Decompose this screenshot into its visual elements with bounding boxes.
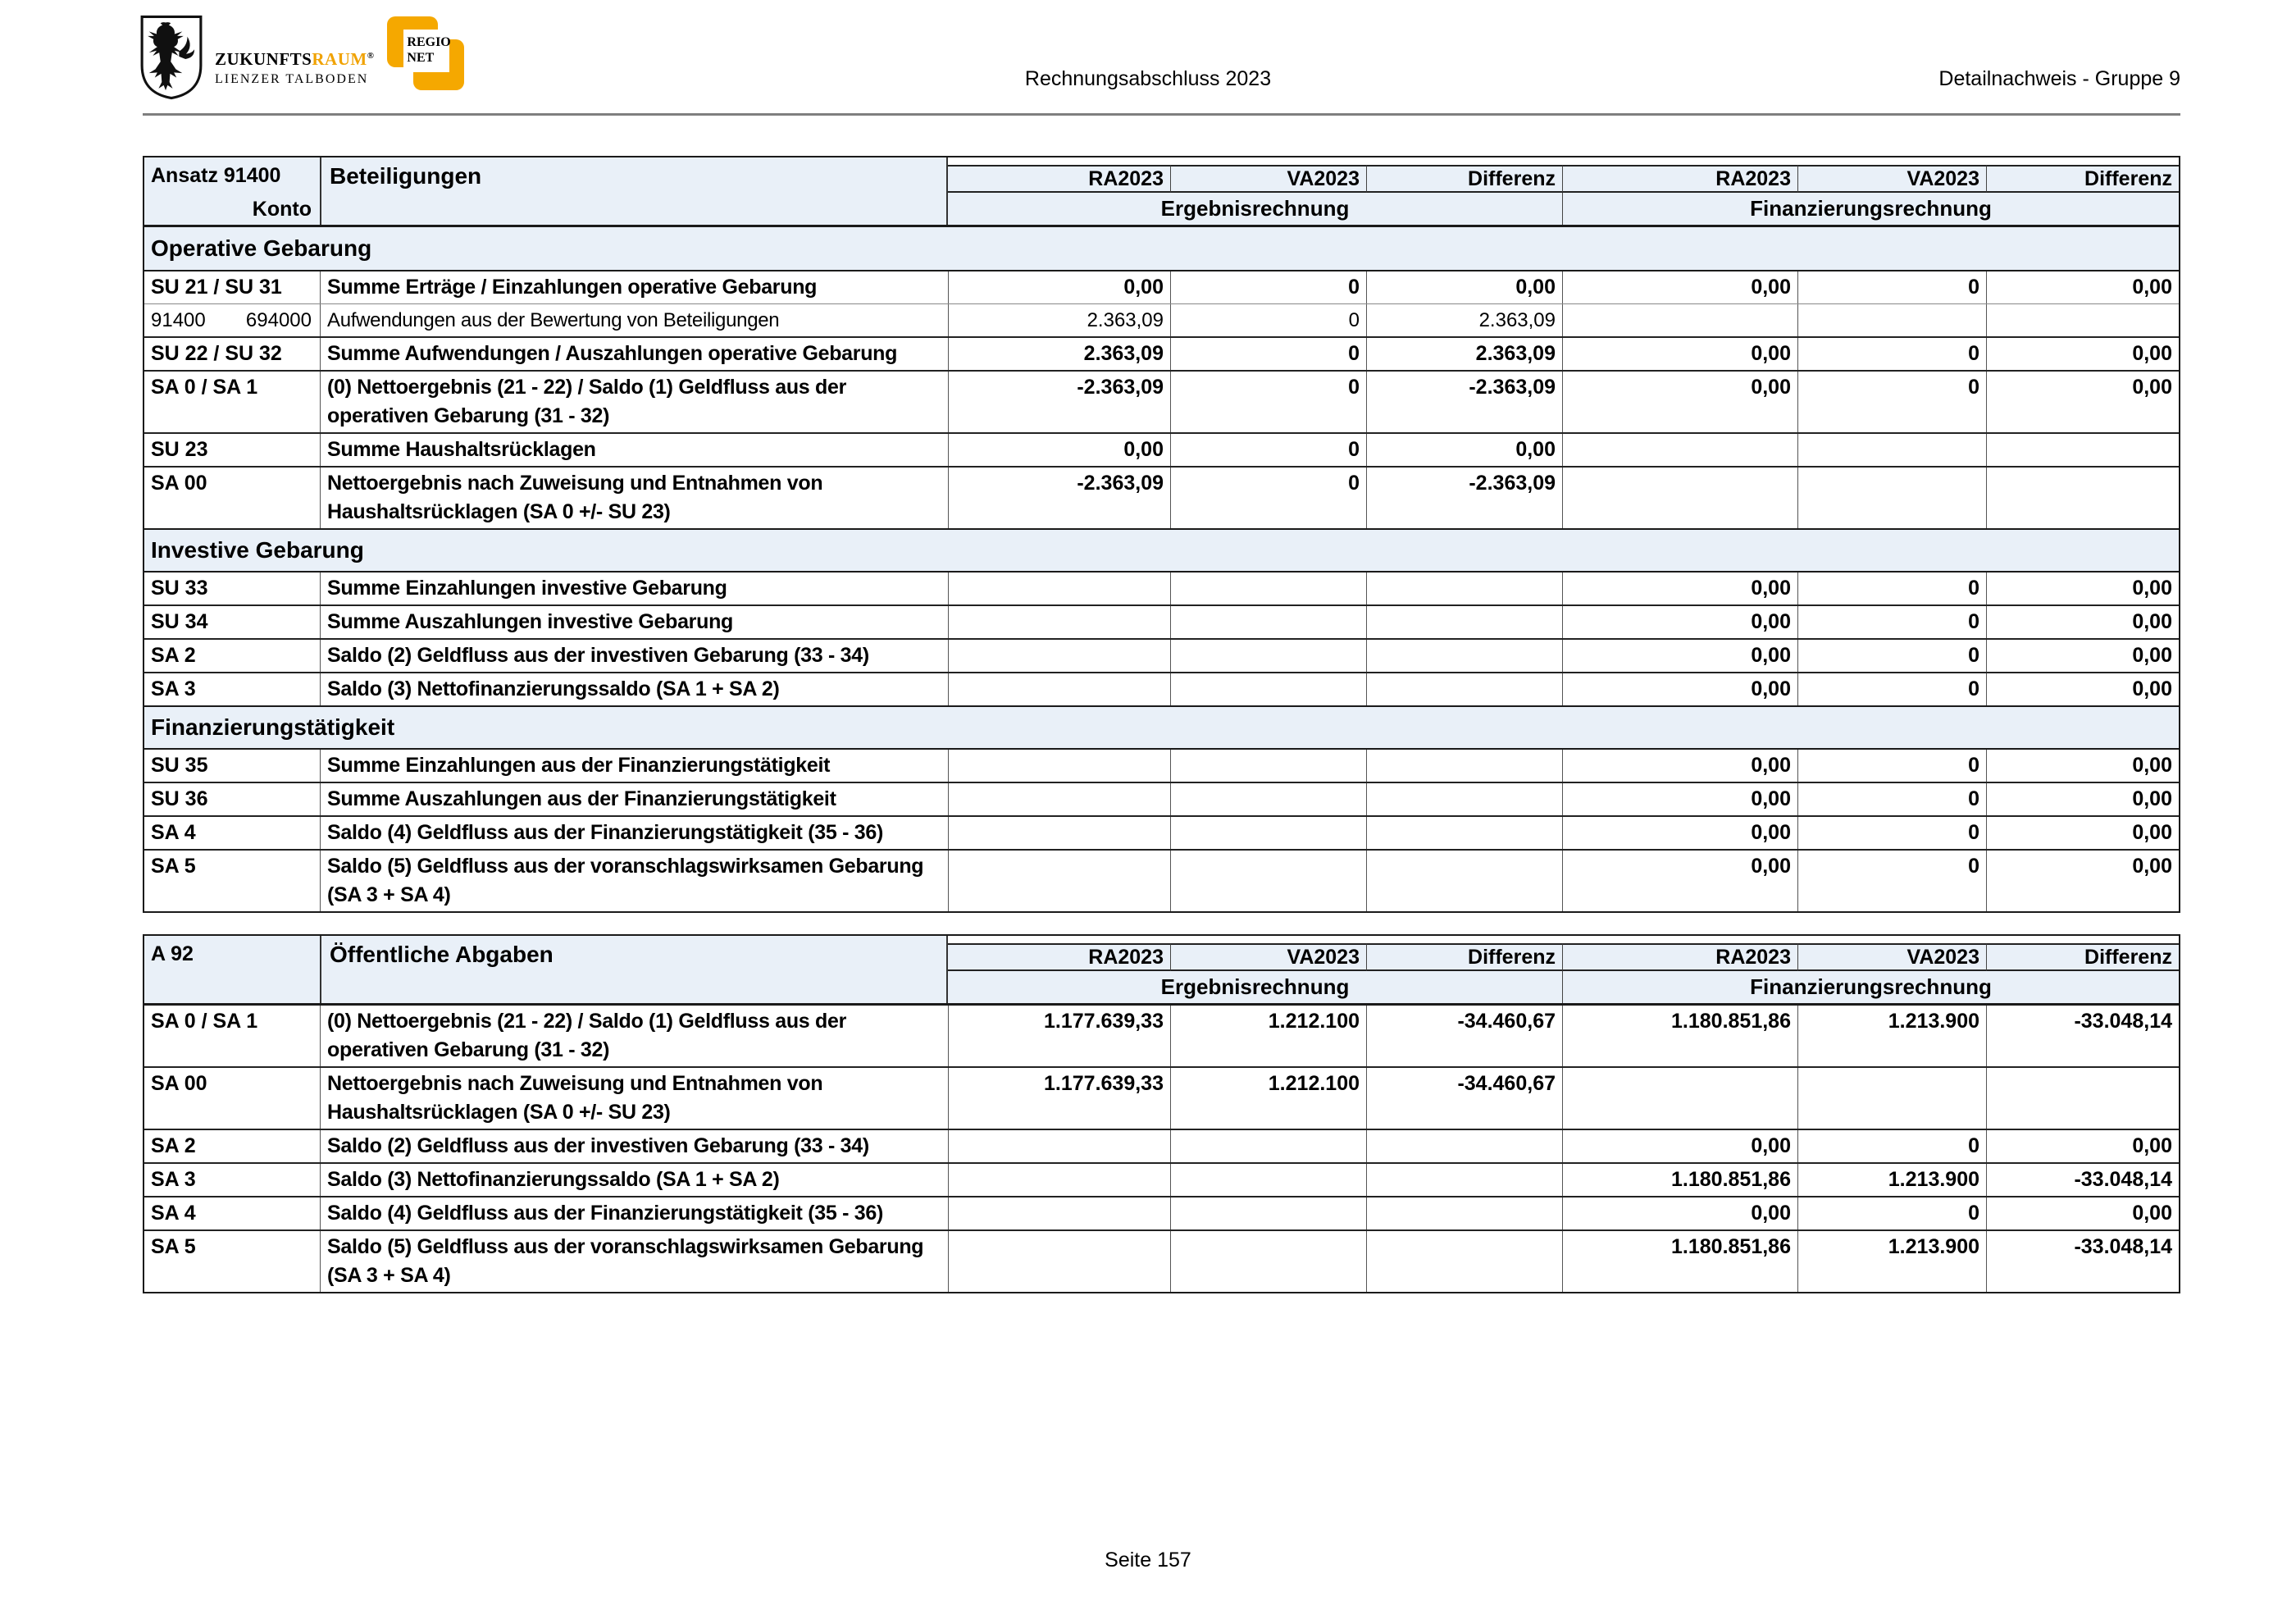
regionet-line1: REGIO [407,35,451,49]
cell-fr-differenz: -33.048,14 [1986,1164,2179,1196]
cell-er-differenz: 2.363,09 [1366,338,1562,370]
data-row [144,336,2179,370]
cell-fr-ra2023: 0,00 [1562,606,1797,638]
cell-fr-ra2023: 0,00 [1562,573,1797,604]
regionet-label [403,30,449,72]
cell-fr-differenz [1986,1068,2179,1129]
cell-fr-va2023 [1797,468,1986,528]
cell-er-differenz: 0,00 [1366,271,1562,303]
data-row [144,271,2179,303]
column-header-label: VA2023 [1797,165,1986,193]
ansatz-label: Ansatz 91400 [151,164,281,187]
cell-er-ra2023 [948,1197,1170,1229]
cell-er-va2023: 0 [1170,338,1366,370]
cell-er-differenz [1366,673,1562,705]
cell-er-va2023 [1170,750,1366,782]
cell-fr-va2023: 0 [1797,817,1986,849]
cell-er-va2023 [1170,606,1366,638]
cell-code: SU 23 [151,438,208,461]
column-header-label: Differenz [1366,165,1562,193]
table-header [144,936,2179,1006]
cell-er-va2023: 0 [1170,434,1366,466]
cell-er-ra2023: -2.363,09 [948,468,1170,528]
cell-fr-differenz [1986,434,2179,466]
column-header-label: Differenz [1366,943,1562,971]
cell-er-va2023 [1170,573,1366,604]
regionet-line2: NET [407,51,435,65]
data-row [144,815,2179,849]
cell-er-differenz [1366,573,1562,604]
page-number: Seite 157 [1105,1549,1191,1572]
cell-fr-ra2023 [1562,304,1797,336]
cell-fr-ra2023: 1.180.851,86 [1562,1231,1797,1292]
cell-er-differenz [1366,1197,1562,1229]
column-header [1562,936,1797,971]
cell-code: SA 0 / SA 1 [151,1010,258,1033]
cell-label: Saldo (2) Geldfluss aus der investiven Gebarung (33 - 34) [320,640,948,672]
cell-code: SA 00 [151,472,207,495]
data-row [144,672,2179,705]
cell-er-va2023: 0 [1170,372,1366,432]
data-row [144,1229,2179,1292]
cell-fr-differenz: 0,00 [1986,573,2179,604]
cell-er-ra2023 [948,573,1170,604]
cell-er-differenz [1366,851,1562,911]
cell-fr-differenz: 0,00 [1986,783,2179,815]
cell-label: Summe Einzahlungen aus der Finanzierungstätigkeit [320,750,948,782]
table-a92 [143,934,2180,1293]
column-header-label: VA2023 [1170,943,1366,971]
cell-er-ra2023: 2.363,09 [948,304,1170,336]
section-rows [144,271,2179,528]
cell-fr-differenz: 0,00 [1986,338,2179,370]
cell-fr-differenz: 0,00 [1986,750,2179,782]
cell-fr-ra2023: 0,00 [1562,271,1797,303]
cell-fr-differenz [1986,468,2179,528]
cell-fr-ra2023: 0,00 [1562,783,1797,815]
cell-label: Nettoergebnis nach Zuweisung und Entnahmen von Haushaltsrücklagen (SA 0 +/- SU 23) [320,1068,948,1129]
cell-fr-differenz: 0,00 [1986,1197,2179,1229]
document-title: Rechnungsabschluss 2023 [1024,67,1272,90]
table-ansatz-91400 [143,156,2180,913]
column-header [948,157,1170,193]
cell-er-va2023 [1170,851,1366,911]
cell-code: SA 4 [151,821,196,844]
cell-fr-differenz: 0,00 [1986,372,2179,432]
cell-label: Summe Auszahlungen aus der Finanzierungstätigkeit [320,783,948,815]
cell-er-differenz: -2.363,09 [1366,372,1562,432]
cell-fr-va2023: 0 [1797,640,1986,672]
group-header-ergebnisrechnung: Ergebnisrechnung [1160,196,1350,221]
cell-fr-ra2023: 0,00 [1562,640,1797,672]
cell-fr-va2023: 0 [1797,783,1986,815]
cell-er-va2023 [1170,1197,1366,1229]
table-title: Öffentliche Abgaben [320,936,948,1003]
cell-label: Saldo (4) Geldfluss aus der Finanzierungstätigkeit (35 - 36) [320,1197,948,1229]
data-row [144,1129,2179,1162]
column-header [1797,936,1986,971]
cell-er-va2023: 0 [1170,271,1366,303]
cell-er-va2023 [1170,817,1366,849]
cell-fr-va2023: 0 [1797,573,1986,604]
cell-fr-va2023: 0 [1797,1197,1986,1229]
cell-fr-va2023: 0 [1797,606,1986,638]
cell-label: (0) Nettoergebnis (21 - 22) / Saldo (1) Geldfluss aus der operativen Gebarung (31 - 32) [320,1006,948,1066]
cell-fr-va2023: 0 [1797,851,1986,911]
data-row [144,638,2179,672]
cell-fr-differenz: 0,00 [1986,606,2179,638]
cell-fr-va2023: 1.213.900 [1797,1231,1986,1292]
ansatz-label: A 92 [151,942,194,965]
column-header-label: Differenz [1986,943,2179,971]
brand-line1-gold: RAUM [312,49,367,69]
data-row [144,849,2179,911]
cell-er-ra2023 [948,606,1170,638]
cell-fr-ra2023: 0,00 [1562,372,1797,432]
cell-er-differenz [1366,1130,1562,1162]
cell-er-differenz: 0,00 [1366,434,1562,466]
cell-label: (0) Nettoergebnis (21 - 22) / Saldo (1) Geldfluss aus der operativen Gebarung (31 - 32) [320,372,948,432]
cell-fr-ra2023: 0,00 [1562,673,1797,705]
cell-fr-differenz: -33.048,14 [1986,1231,2179,1292]
column-header [1170,157,1366,193]
cell-er-ra2023 [948,640,1170,672]
cell-code: SA 3 [151,677,196,700]
cell-code [144,304,320,336]
cell-fr-ra2023: 1.180.851,86 [1562,1006,1797,1066]
cell-label: Saldo (5) Geldfluss aus der voranschlagswirksamen Gebarung (SA 3 + SA 4) [320,1231,948,1292]
cell-code: SA 0 / SA 1 [151,376,258,399]
cell-er-va2023 [1170,1164,1366,1196]
cell-er-ra2023: 2.363,09 [948,338,1170,370]
column-header-label: VA2023 [1170,165,1366,193]
cell-er-va2023: 1.212.100 [1170,1068,1366,1129]
data-row [144,1066,2179,1129]
cell-er-differenz: -2.363,09 [1366,468,1562,528]
cell-er-ra2023: 1.177.639,33 [948,1006,1170,1066]
column-header [1366,157,1562,193]
cell-fr-differenz: 0,00 [1986,271,2179,303]
data-row [144,1006,2179,1066]
cell-fr-va2023: 0 [1797,750,1986,782]
cell-er-ra2023 [948,851,1170,911]
column-header-label: RA2023 [1562,943,1797,971]
column-header [1366,936,1562,971]
column-header-label: Differenz [1986,165,2179,193]
cell-fr-va2023 [1797,434,1986,466]
cell-er-differenz [1366,1231,1562,1292]
cell-er-ra2023: 0,00 [948,434,1170,466]
cell-fr-va2023 [1797,304,1986,336]
cell-er-va2023: 0 [1170,304,1366,336]
cell-label: Summe Einzahlungen investive Gebarung [320,573,948,604]
cell-er-differenz [1366,750,1562,782]
cell-fr-differenz: 0,00 [1986,851,2179,911]
cell-er-va2023 [1170,1231,1366,1292]
data-row [144,750,2179,782]
cell-code: SU 36 [151,787,208,810]
cell-er-va2023 [1170,673,1366,705]
cell-er-ra2023: 1.177.639,33 [948,1068,1170,1129]
group-header-finanzierungsrechnung: Finanzierungsrechnung [1562,193,2179,225]
cell-label: Nettoergebnis nach Zuweisung und Entnahmen von Haushaltsrücklagen (SA 0 +/- SU 23) [320,468,948,528]
cell-label: Summe Auszahlungen investive Gebarung [320,606,948,638]
data-row [144,432,2179,466]
cell-er-differenz: -34.460,67 [1366,1006,1562,1066]
cell-code: SA 00 [151,1072,207,1095]
data-row [144,573,2179,604]
column-header [1797,157,1986,193]
column-header [1986,936,2179,971]
cell-fr-va2023: 0 [1797,673,1986,705]
cell-er-ra2023: 0,00 [948,271,1170,303]
cell-code: SU 22 / SU 32 [151,342,282,365]
cell-fr-ra2023: 1.180.851,86 [1562,1164,1797,1196]
cell-er-differenz [1366,783,1562,815]
cell-fr-va2023: 0 [1797,271,1986,303]
cell-er-differenz [1366,817,1562,849]
cell-code: SA 2 [151,644,196,667]
section-rows [144,750,2179,911]
cell-fr-ra2023: 0,00 [1562,1197,1797,1229]
cell-fr-differenz: 0,00 [1986,640,2179,672]
cell-er-ra2023 [948,817,1170,849]
data-row [144,782,2179,815]
section-heading: Investive Gebarung [144,528,2179,573]
cell-fr-differenz: 0,00 [1986,673,2179,705]
konto-label [144,971,320,1003]
cell-code: SU 34 [151,610,208,633]
document-section: Detailnachweis - Gruppe 9 [1938,67,2180,90]
data-row [144,303,2179,336]
table-title: Beteiligungen [320,157,948,225]
cell-code: SU 33 [151,577,208,600]
cell-label: Summe Erträge / Einzahlungen operative Gebarung [320,271,948,303]
column-header-label: RA2023 [948,943,1170,971]
cell-label: Saldo (4) Geldfluss aus der Finanzierungstätigkeit (35 - 36) [320,817,948,849]
cell-code: SA 4 [151,1202,196,1225]
cell-er-ra2023 [948,1130,1170,1162]
cell-label: Summe Haushaltsrücklagen [320,434,948,466]
cell-fr-ra2023 [1562,468,1797,528]
cell-code: SU 21 / SU 31 [151,276,282,299]
cell-fr-differenz [1986,304,2179,336]
data-row [144,466,2179,528]
cell-fr-differenz: -33.048,14 [1986,1006,2179,1066]
group-header-ergebnisrechnung: Ergebnisrechnung [1160,974,1350,999]
cell-er-ra2023 [948,783,1170,815]
cell-er-differenz [1366,606,1562,638]
cell-code: SA 2 [151,1134,196,1157]
cell-code: SA 5 [151,1235,196,1258]
cell-er-va2023: 0 [1170,468,1366,528]
cell-fr-ra2023: 0,00 [1562,750,1797,782]
cell-fr-va2023: 0 [1797,372,1986,432]
cell-fr-differenz: 0,00 [1986,1130,2179,1162]
brand-line1-black: ZUKUNFTS [215,49,312,69]
data-row [144,604,2179,638]
cell-label: Aufwendungen aus der Bewertung von Beteiligungen [320,304,948,336]
header-rule [143,113,2180,116]
cell-er-va2023 [1170,640,1366,672]
column-header-label: RA2023 [948,165,1170,193]
cell-er-ra2023 [948,673,1170,705]
cell-label: Summe Aufwendungen / Auszahlungen operative Gebarung [320,338,948,370]
cell-er-va2023 [1170,783,1366,815]
data-row [144,1162,2179,1196]
cell-er-ra2023 [948,1164,1170,1196]
data-row [144,370,2179,432]
cell-label: Saldo (5) Geldfluss aus der voranschlagswirksamen Gebarung (SA 3 + SA 4) [320,851,948,911]
cell-fr-ra2023 [1562,1068,1797,1129]
cell-er-differenz [1366,640,1562,672]
cell-code: SA 5 [151,855,196,878]
cell-fr-differenz: 0,00 [1986,817,2179,849]
column-header-label: RA2023 [1562,165,1797,193]
cell-er-differenz: 2.363,09 [1366,304,1562,336]
cell-er-va2023: 1.212.100 [1170,1006,1366,1066]
cell-code: SA 3 [151,1168,196,1191]
section-rows [144,573,2179,705]
cell-fr-va2023: 0 [1797,338,1986,370]
code-konto: 694000 [245,309,312,331]
column-header [1170,936,1366,971]
cell-er-ra2023 [948,1231,1170,1292]
section-heading: Operative Gebarung [144,227,2179,271]
konto-label: Konto [252,198,312,221]
cell-er-ra2023 [948,750,1170,782]
cell-fr-va2023 [1797,1068,1986,1129]
cell-er-va2023 [1170,1130,1366,1162]
cell-label: Saldo (3) Nettofinanzierungssaldo (SA 1 + SA 2) [320,673,948,705]
section-heading: Finanzierungstätigkeit [144,705,2179,750]
report-body [143,156,2180,1315]
cell-fr-ra2023: 0,00 [1562,851,1797,911]
column-header-label: VA2023 [1797,943,1986,971]
cell-code: SU 35 [151,754,208,777]
cell-er-differenz: -34.460,67 [1366,1068,1562,1129]
column-header [948,936,1170,971]
cell-label: Saldo (2) Geldfluss aus der investiven Gebarung (33 - 34) [320,1130,948,1162]
code-ansatz: 91400 [151,309,206,331]
cell-er-ra2023: -2.363,09 [948,372,1170,432]
cell-fr-va2023: 1.213.900 [1797,1006,1986,1066]
group-header-finanzierungsrechnung: Finanzierungsrechnung [1562,971,2179,1003]
cell-fr-ra2023 [1562,434,1797,466]
cell-fr-ra2023: 0,00 [1562,1130,1797,1162]
cell-label: Saldo (3) Nettofinanzierungssaldo (SA 1 + SA 2) [320,1164,948,1196]
registered-mark: ® [367,51,375,61]
data-row [144,1196,2179,1229]
cell-fr-va2023: 1.213.900 [1797,1164,1986,1196]
cell-fr-va2023: 0 [1797,1130,1986,1162]
brand-line2: LIENZER TALBODEN [215,72,369,86]
column-header [1562,157,1797,193]
cell-fr-ra2023: 0,00 [1562,338,1797,370]
cell-fr-ra2023: 0,00 [1562,817,1797,849]
cell-er-differenz [1366,1164,1562,1196]
table-header [144,157,2179,227]
section-rows [144,1006,2179,1292]
column-header [1986,157,2179,193]
